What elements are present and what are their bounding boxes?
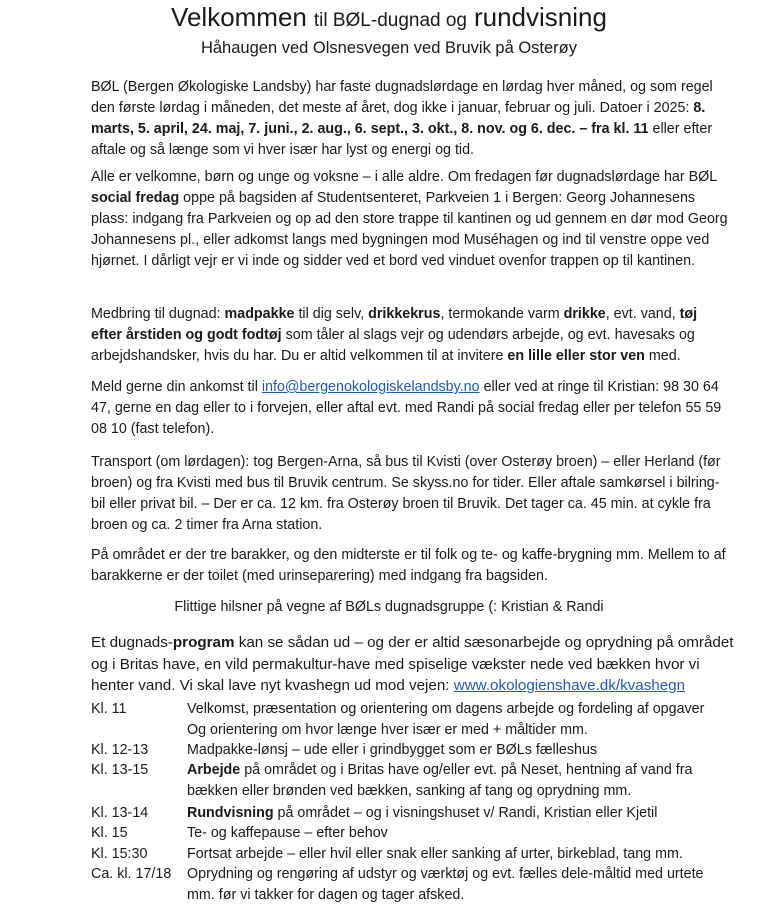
page-subtitle: Håhaugen ved Olsnesvegen ved Bruvik på Osterøy (200, 39, 578, 57)
schedule-description: Oprydning og rengøring af udstyr og værktøj og evt. fælles dele-måltid med urtete mm. før vi takker for dagen og tager afsked. (187, 866, 704, 903)
contact-paragraph: Meld gerne din ankomst til info@bergenokologiskelandsby.no eller ved at ringe til Kristian: 98 30 64 47, gerne en dag eller to i forvejen, eller aftal evt. med Randi på social fredag eller per telefon 55 59 08 10 (fast telefon). (91, 379, 722, 437)
schedule-description: Velkomst, præsentation og orientering om dagens arbejde og fordeling af opgaver Og orientering om hvor længe hver især er med + måltider mm. (187, 701, 705, 738)
welcome-paragraph: Alle er velkomne, børn og unge og voksne – i alle aldre. Om fredagen før dugnadslørdage har BØL social fredag oppe på bagsiden af Studentsenteret, Parkveien 1 i Bergen: Georg Johannesens plass: indgang fra Parkveien og op ad den store trappe til kantinen og ud gennem en dør mod Georg Johannesens pl., eller adkomst langs med bygningen mod Muséhagen og ind til venstre oppe ved hjørnet. I dårligt vejr er vi inde og sidder ved et bord ved vinduet ovenfor trappen op til kantinen. (91, 169, 728, 269)
program-paragraph: Et dugnads-program kan se sådan ud – og der er altid sæsonarbejde og oprydning på området og i Britas have, en vild permakultur-have med spiselige vækster nede ved bækken hvor vi henter vand. Vi skal lave nyt kvashegn ud mod vejen: www.okologienshave.dk/kvashegn (91, 634, 734, 694)
schedule-time: Kl. 15 (91, 825, 128, 841)
transport-paragraph: Transport (om lørdagen): tog Bergen-Arna, så bus til Kvisti (over Osterøy broen) – eller Herland (før broen) og fra Kvisti med bus til Bruvik centrum. Se skyss.no for tider. Eller aftale samkørsel i bilring-bil eller privat bil. – Der er ca. 12 km. fra Osterøy broen til Bruvik. Det tager ca. 45 min. at cykle fra broen og ca. 2 timer fra Arna station. (91, 454, 721, 533)
schedule-time: Kl. 11 (91, 701, 127, 717)
schedule-time: Kl. 12-13 (91, 742, 149, 758)
schedule-description: Rundvisning på området – og i visningshuset v/ Randi, Kristian eller Kjetil (187, 805, 658, 821)
schedule-description: Madpakke-lønsj – ude eller i grindbygget som er BØLs fælleshus (187, 742, 598, 758)
bring-paragraph: Medbring til dugnad: madpakke til dig selv, drikkekrus, termokande varm drikke, evt. vand, tøj efter årstiden og godt fodtøj som tåler al slags vejr og udendørs arbejde, og evt. havesaks og arbejdshandsker, hvis du har. Du er altid velkommen til at invitere en lille eller stor ven med. (91, 306, 698, 364)
kvashegn-link[interactable]: www.okologienshave.dk/kvashegn (453, 677, 686, 694)
schedule-description: Te- og kaffepause – efter behov (187, 825, 388, 841)
page-title: Velkommen til BØL-dugnad og rundvisning (171, 2, 607, 32)
intro-paragraph: BØL (Bergen Økologiske Landsby) har faste dugnadslørdage en lørdag hver måned, og som regel den første lørdag i måneden, det meste af året, dog ikke i januar, februar og juli. Datoer i 2025: 8. marts, 5. april, 24. maj, 7. juni., 2. aug., 6. sept., 3. okt., 8. nov. og 6. dec. – fra kl. 11 eller efter aftale og så længe som vi hver især har lyst og energi og tid. (91, 79, 713, 158)
schedule-time: Ca. kl. 17/18 (91, 866, 172, 882)
email-link[interactable]: info@bergenokologiskelandsby.no (261, 379, 480, 395)
schedule-time: Kl. 15:30 (91, 846, 148, 862)
schedule-time: Kl. 13-14 (91, 805, 149, 821)
schedule-description: Fortsat arbejde – eller hvil eller snak eller sanking af urter, birkeblad, tang mm. (187, 846, 683, 862)
greeting-line: Flittige hilsner på vegne af BØLs dugnadsgruppe (: Kristian & Randi (174, 599, 604, 615)
schedule-time: Kl. 13-15 (91, 762, 149, 778)
schedule-description: Arbejde på området og i Britas have og/eller evt. på Neset, hentning af vand fra bækken eller brønden ved bækken, sanking af tang og oprydning mm. (187, 762, 693, 799)
area-paragraph: På området er der tre barakker, og den midterste er til folk og te- og kaffe-brygning mm. Mellem to af barakkerne er der toilet (med urinseparering) med indgang fra bagsiden. (91, 547, 726, 584)
